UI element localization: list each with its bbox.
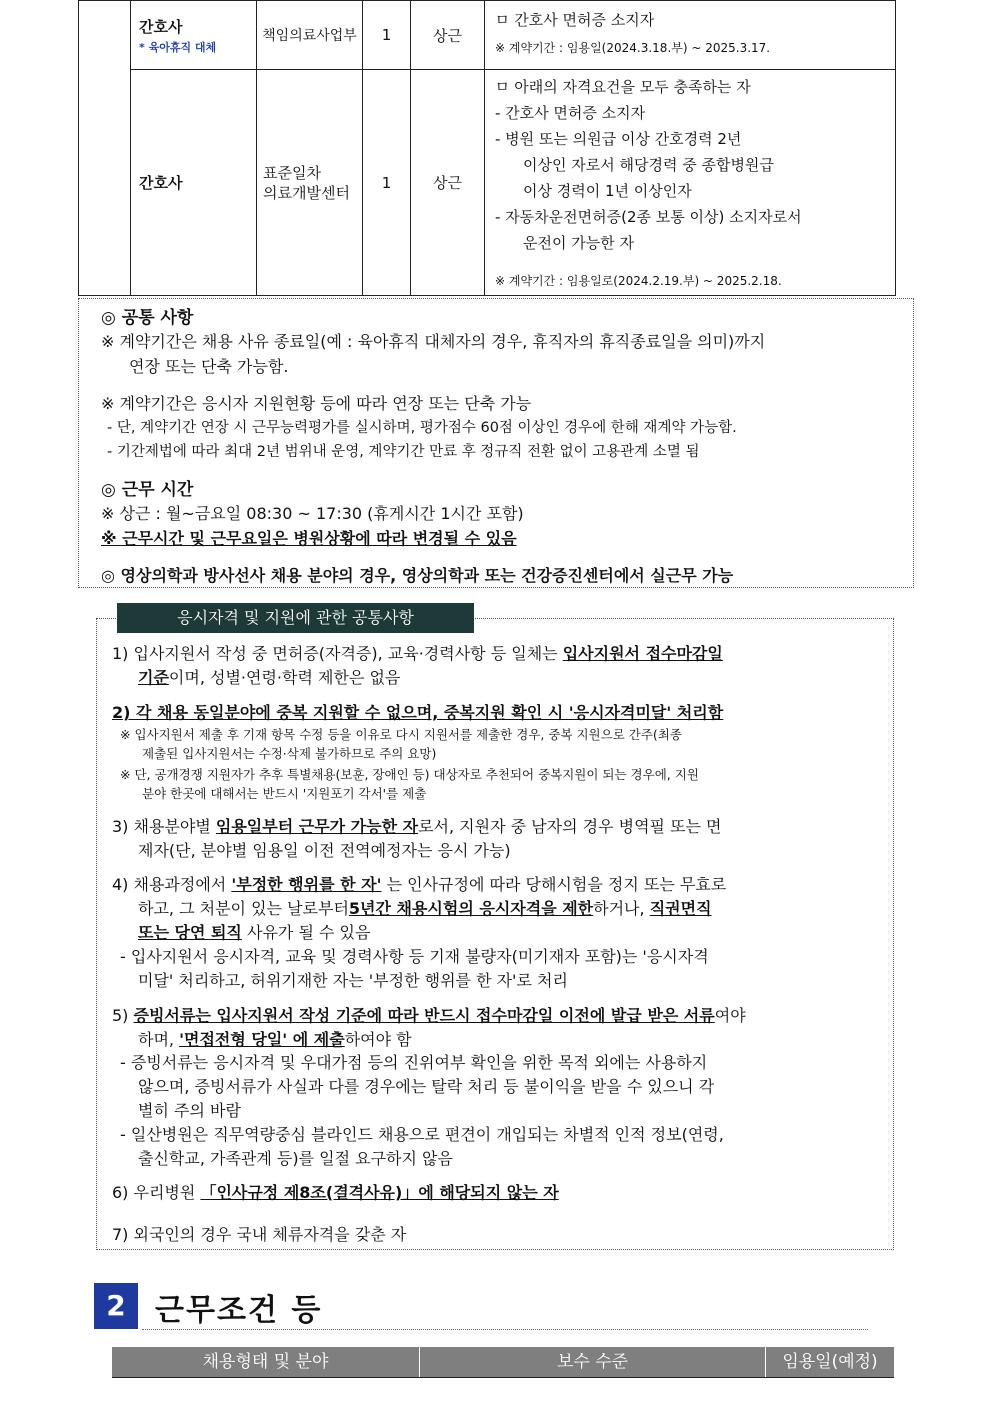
table-row xyxy=(79,1,896,70)
emphasis: 기준 xyxy=(138,668,169,687)
text: 여야 xyxy=(714,1006,746,1025)
job-name-text: 간호사 xyxy=(139,174,183,192)
text: 하고, 그 처분이 있는 날로부터 xyxy=(138,899,349,918)
apply-item-5-cont xyxy=(138,1027,412,1050)
emphasis: 또는 당연 퇴직 xyxy=(138,923,242,942)
apply-item-4-cont xyxy=(138,896,712,919)
radiology-note: ◎ 영상의학과 방사선사 채용 분야의 경우, 영상의학과 또는 건강증진센터에서 실근무 가능 xyxy=(101,566,734,585)
qual-line: - 간호사 면허증 소지자 xyxy=(495,104,646,122)
dept-cell xyxy=(257,70,363,296)
apply-note: 분야 한곳에 대해서는 반드시 '지원포기 각서'를 제출 xyxy=(142,786,427,801)
emphasis: 「인사규정 제8조(결격사유)」에 해당되지 않는 자 xyxy=(200,1183,559,1202)
apply-item-6 xyxy=(112,1180,559,1203)
section-number-badge: 2 xyxy=(94,1283,138,1329)
qual-line: ㅁ 아래의 자격요건을 모두 충족하는 자 xyxy=(495,78,751,96)
work-hours-title: ◎ 근무 시간 xyxy=(101,480,194,500)
common-note-line: - 단, 계약기간 연장 시 근무능력평가를 실시하며, 평가점수 60점 이상인 경우에 한해 재계약 가능함. xyxy=(107,420,737,436)
header-appointment-date: 임용일(예정) xyxy=(766,1347,894,1377)
qual-line: 이상 경력이 1년 이상인자 xyxy=(523,182,692,200)
common-note-line: 연장 또는 단축 가능함. xyxy=(129,357,289,376)
dept-line: 표준일차 xyxy=(263,163,321,182)
text: 하여야 함 xyxy=(344,1030,412,1049)
work-hours-warning: ※ 근무시간 및 근무요일은 병원상황에 따라 변경될 수 있음 xyxy=(101,529,517,548)
emphasis: 증빙서류는 입사지원서 작성 기준에 따라 반드시 접수마감일 이전에 발급 받은 서류 xyxy=(133,1006,715,1025)
contract-note: ※ 계약기간 : 임용일로(2024.2.19.부) ~ 2025.2.18. xyxy=(495,274,782,288)
apply-ribbon: 응시자격 및 지원에 관한 공통사항 xyxy=(117,603,474,633)
apply-note: 제출된 입사지원서는 수정·삭제 불가하므로 주의 요망) xyxy=(142,746,437,761)
emphasis: 2) 각 채용 동일분야에 중복 지원할 수 없으며, 중복지원 확인 시 '응시자격미달' 처리함 xyxy=(112,703,724,722)
apply-item-4-cont2 xyxy=(138,920,370,943)
header-employment-type: 채용형태 및 분야 xyxy=(112,1347,420,1377)
emphasis: 5년간 채용시험의 응시자격을 제한 xyxy=(348,899,594,918)
common-title: ◎ 공통 사항 xyxy=(101,308,194,328)
apply-item-3 xyxy=(112,814,722,837)
text: 사유가 될 수 있음 xyxy=(246,923,371,942)
text: 3) 채용분야별 xyxy=(112,817,211,836)
qualification-cell xyxy=(485,70,896,296)
apply-item-5-sub: - 일산병원은 직무역량중심 블라인드 채용으로 편견이 개입되는 차별적 인적 정보(연령, xyxy=(120,1125,724,1144)
type-cell: 상근 xyxy=(411,1,485,70)
apply-item-4-sub: - 입사지원서 응시자격, 교육 및 경력사항 등 기재 불량자(미기재자 포함)는 '응시자격 xyxy=(120,947,709,966)
job-name xyxy=(131,1,257,70)
header-underline xyxy=(112,1377,894,1378)
type-cell: 상근 xyxy=(411,70,485,296)
contract-note: ※ 계약기간 : 임용일(2024.3.18.부) ~ 2025.3.17. xyxy=(495,41,771,55)
apply-item-5-sub: 별히 주의 바람 xyxy=(138,1101,241,1120)
emphasis: 임용일부터 근무가 가능한 자 xyxy=(215,817,419,836)
apply-item-5 xyxy=(112,1003,746,1026)
qual-line: 운전이 가능한 자 xyxy=(523,234,634,252)
text: 하거나, xyxy=(593,899,645,918)
text: 하며, xyxy=(138,1030,174,1049)
common-notes-box xyxy=(78,298,914,588)
jobs-table xyxy=(78,0,896,296)
apply-item-4-sub: 미달' 처리하고, 허위기재한 자는 '부정한 행위를 한 자'로 처리 xyxy=(138,971,568,990)
common-note-line: - 기간제법에 따라 최대 2년 범위내 운영, 계약기간 만료 후 정규직 전환 없이 고용관계 소멸 됨 xyxy=(107,444,700,460)
apply-item-5-sub: - 증빙서류는 응시자격 및 우대가점 등의 진위여부 확인을 위한 목적 외에는 사용하지 xyxy=(120,1053,708,1072)
apply-note: ※ 입사지원서 제출 후 기재 항목 수정 등을 이유로 다시 지원서를 제출한 경우, 중복 지원으로 간주(최종 xyxy=(120,727,682,742)
count-cell: 1 xyxy=(363,1,411,70)
text: 이며, 성별·연령·학력 제한은 없음 xyxy=(168,668,401,687)
group-cell xyxy=(79,1,131,296)
dept-cell: 책임의료사업부 xyxy=(257,1,363,70)
emphasis: 직권면직 xyxy=(649,899,712,918)
dept-line: 의료개발센터 xyxy=(263,183,350,202)
text: 5) xyxy=(112,1006,129,1025)
section-title: 근무조건 등 xyxy=(155,1293,323,1328)
apply-item-7: 7) 외국인의 경우 국내 체류자격을 갖춘 자 xyxy=(112,1225,407,1244)
text: 는 인사규정에 따라 당해시험을 정지 또는 무효로 xyxy=(386,875,727,894)
text: 4) 채용과정에서 xyxy=(112,875,227,894)
apply-item-5-sub: 않으며, 증빙서류가 사실과 다를 경우에는 탈락 처리 등 불이익을 받을 수 있으니 각 xyxy=(138,1077,715,1096)
qual-line: 이상인 자로서 해당경력 중 종합병원급 xyxy=(523,156,774,174)
common-note-line: ※ 계약기간은 응시자 지원현황 등에 따라 연장 또는 단축 가능 xyxy=(101,394,532,413)
qualification-cell xyxy=(485,1,896,70)
count-cell: 1 xyxy=(363,70,411,296)
table-row xyxy=(79,70,896,296)
text: 로서, 지원자 중 남자의 경우 병역필 또는 면 xyxy=(418,817,722,836)
apply-item-5-sub: 출신학교, 가족관계 등)를 일절 요구하지 않음 xyxy=(138,1149,453,1168)
job-name-note: * 육아휴직 대체 xyxy=(139,40,217,54)
emphasis: '부정한 행위를 한 자' xyxy=(231,875,382,894)
text: 1) 입사지원서 작성 중 면허증(자격증), 교육·경력사항 등 일체는 xyxy=(112,644,558,663)
qual-line: - 병원 또는 의원급 이상 간호경력 2년 xyxy=(495,130,742,148)
text: 6) 우리병원 xyxy=(112,1183,196,1202)
common-note-line: ※ 계약기간은 채용 사유 종료일(예 : 육아휴직 대체자의 경우, 휴직자의 휴직종료일을 의미)까지 xyxy=(101,332,766,351)
apply-item-3-cont: 제자(단, 분야별 임용일 이전 전역예정자는 응시 가능) xyxy=(138,841,511,860)
job-name-text: 간호사 xyxy=(139,17,183,36)
job-name xyxy=(131,70,257,296)
apply-item-1 xyxy=(112,641,723,664)
apply-item-4 xyxy=(112,872,726,895)
qual-line: ㅁ 간호사 면허증 소지자 xyxy=(495,11,655,29)
qual-line: - 자동차운전면허증(2종 보통 이상) 소지자로서 xyxy=(495,208,802,226)
header-salary: 보수 수준 xyxy=(420,1347,766,1377)
apply-note: ※ 단, 공개경쟁 지원자가 추후 특별채용(보훈, 장애인 등) 대상자로 추천되어 중복지원이 되는 경우에, 지원 xyxy=(120,767,699,782)
emphasis: 입사지원서 접수마감일 xyxy=(562,644,723,663)
apply-item-2 xyxy=(112,700,723,723)
emphasis: '면접전형 당일' 에 제출 xyxy=(179,1030,345,1049)
apply-item-1-cont xyxy=(138,665,400,688)
section-divider xyxy=(142,1329,868,1330)
work-hours-line: ※ 상근 : 월~금요일 08:30 ~ 17:30 (휴게시간 1시간 포함) xyxy=(101,504,524,523)
